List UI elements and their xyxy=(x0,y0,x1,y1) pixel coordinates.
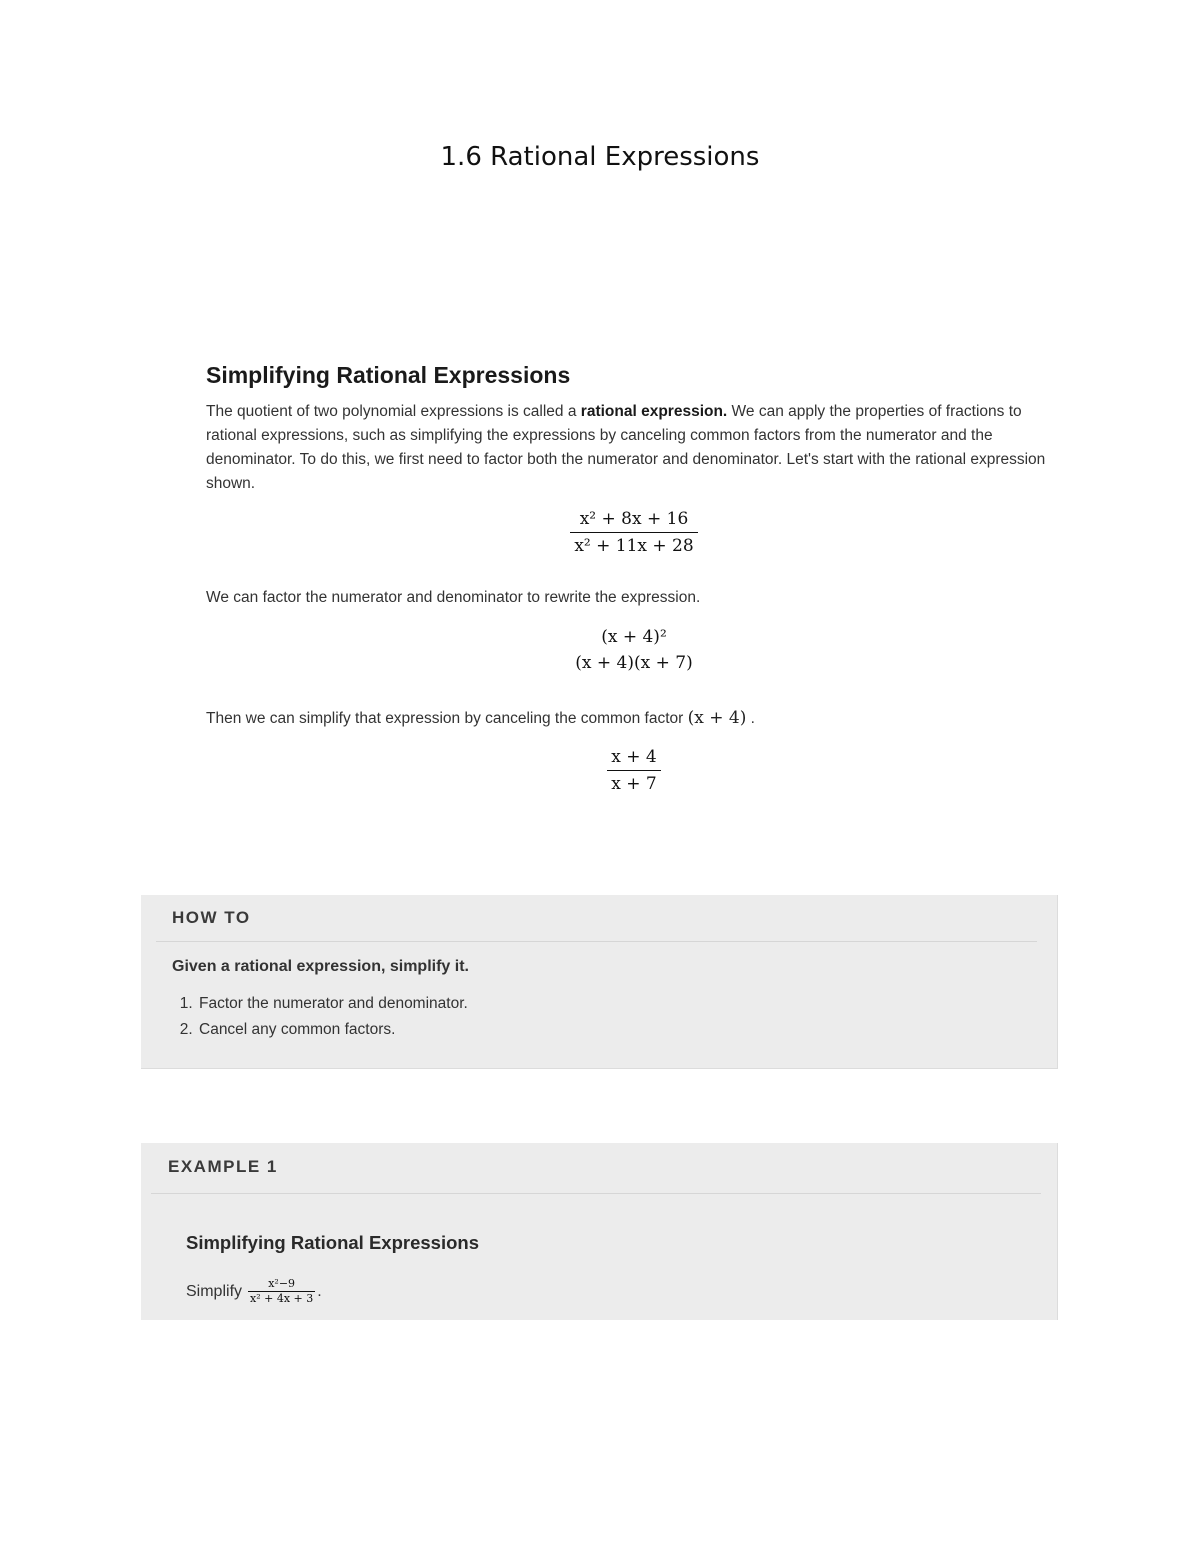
simplify-paragraph xyxy=(206,706,755,731)
example-fraction-numerator: x²−9 xyxy=(268,1277,296,1290)
page-title: 1.6 Rational Expressions xyxy=(440,142,760,172)
example-task xyxy=(186,1277,322,1306)
fraction-3-numerator: x + 4 xyxy=(611,747,657,767)
expression-3 xyxy=(206,744,1062,797)
how-to-divider xyxy=(156,941,1037,942)
rational-expression-term: rational expression. xyxy=(580,403,728,420)
example-fraction xyxy=(248,1277,315,1306)
example-divider xyxy=(151,1193,1041,1194)
example-fraction-denominator: x² + 4x + 3 xyxy=(250,1292,314,1305)
fraction-2 xyxy=(571,624,696,676)
how-to-intro: Given a rational expression, simplify it. xyxy=(172,958,469,975)
fraction-1-denominator: x² + 11x + 28 xyxy=(574,536,694,557)
fraction-2-numerator: (x + 4)² xyxy=(601,627,667,647)
intro-paragraph xyxy=(206,400,1066,496)
expression-1 xyxy=(206,506,1062,559)
simplify-text: Then we can simplify that expression by canceling the common factor xyxy=(206,710,684,727)
fraction-3 xyxy=(607,744,660,797)
example-label: EXAMPLE 1 xyxy=(168,1157,278,1176)
common-factor: (x + 4) xyxy=(687,708,747,728)
example-box xyxy=(141,1143,1058,1320)
simplify-end: . xyxy=(750,710,755,727)
intro-text-1: The quotient of two polynomial expressions is called a xyxy=(206,403,581,420)
how-to-step-1: 1. Factor the numerator and denominator. xyxy=(197,991,468,1017)
how-to-box xyxy=(141,895,1058,1069)
example-task-suffix: . xyxy=(317,1282,322,1300)
how-to-steps xyxy=(172,991,468,1043)
fraction-1-numerator: x² + 8x + 16 xyxy=(579,509,689,529)
how-to-label: HOW TO xyxy=(172,908,251,927)
how-to-step-2: 2. Cancel any common factors. xyxy=(197,1017,468,1043)
content-section xyxy=(206,360,1066,795)
fraction-2-denominator: (x + 4)(x + 7) xyxy=(575,653,693,673)
example-title: Simplifying Rational Expressions xyxy=(186,1232,479,1253)
section-heading: Simplifying Rational Expressions xyxy=(206,362,571,388)
example-task-prefix: Simplify xyxy=(186,1282,243,1300)
expression-2 xyxy=(206,624,1062,676)
fraction-3-denominator: x + 7 xyxy=(611,774,657,795)
factor-paragraph: We can factor the numerator and denominator to rewrite the expression. xyxy=(206,589,701,606)
fraction-1 xyxy=(570,506,697,559)
intro-text-2: We can apply the properties of fractions to rational expressions, such as simplifying the expressions by canceling common factors from the numerator and the denominator. To do this, we first need to factor both the numerator and denominator. Let's start with the rational expression shown. xyxy=(206,403,1046,492)
